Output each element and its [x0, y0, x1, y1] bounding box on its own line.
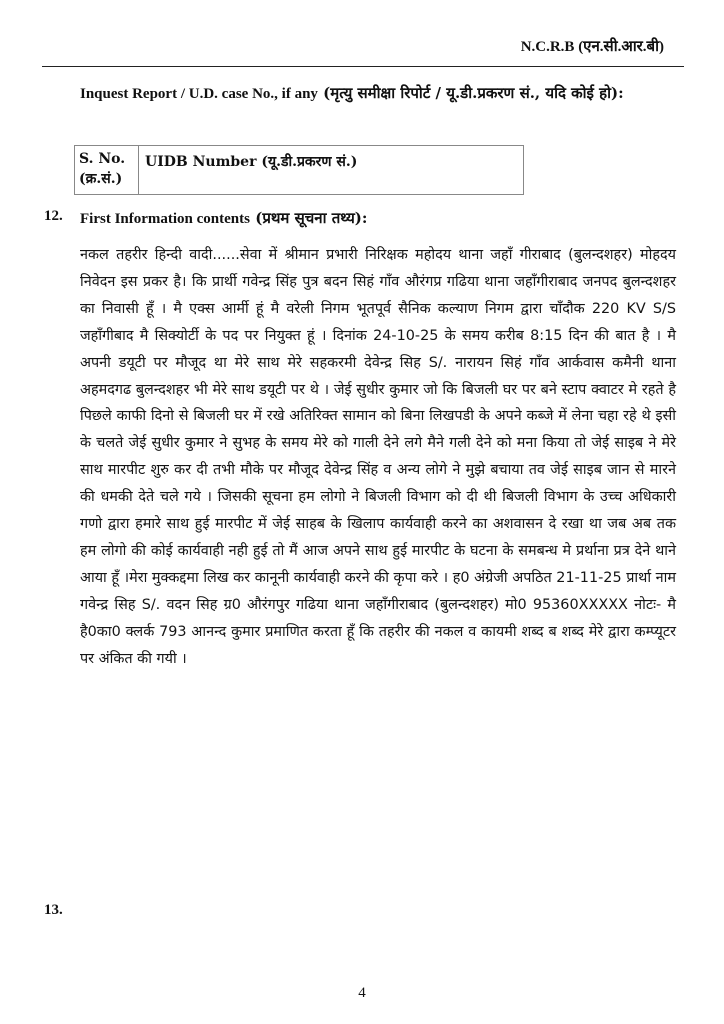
page-number: 4 [358, 985, 366, 1001]
inquest-report-label [80, 82, 665, 105]
inquest-label-hindi: (मृत्यु समीक्षा रिपोर्ट / यू.डी.प्रकरण सं., यदि कोई हो): [323, 84, 624, 102]
header-divider [42, 66, 684, 67]
fir-content-paragraph: नकल तहरीर हिन्दी वादी......सेवा में श्रीमान प्रभारी निरिक्षक महोदय थाना जहाँ गीराबाद (बुलन्दशहर) मोहदय निवेदन इस प्रकर है। कि प्रार्थी गवेन्द्र सिंह पुत्र बदन सिहं गाँव औरंगप्र गढिया थाना जहाँगीराबाद जनपद बुलन्दशहर का निवासी हूँ । मै एक्स आर्मी हूं मै वरेली निगम भूतपूर्व सैनिक कल्याण निगम द्वारा चाँदौक 220 KV S/S जहाँगीबाद मै सिक्योर्टी के पद पर नियुक्त हूं । दिनांक 24-10-25 के समय करीब 8:15 दिन की बात है । मै अपनी डयूटी पर मौजूद था मेरे साथ मेरे सहकरमी देवेन्द्र सिह S/. नारायन सिहं गाँव आर्कवास कमैनी थाना अहमदगढ बुलन्दशहर भी मेरे साथ डयूटी पर थे । जेई सुधीर कुमार जो कि बिजली घर पर बने स्टाप क्वाटर मे रहते है पिछले काफी दिनो से बिजली घर में रखे अतिरिक्त सामान को बिना लिखपडी के अपने कब्जे में लेना चहा रहे थे इसी के चलते जेई सुधीर कुमार ने सुभह के समय मेरे को गाली देने लगे मैने गली देने को मना किया तो जेई साइब ने मेरे साथ मारपीट शुरु कर दी तभी मौके पर मौजूद देवेन्द्र सिंह व अन्य लोगे ने मुझे बचाया तव जेई साइब जान से मारने की धमकी देते चले गये । जिसकी सूचना हम लोगो ने बिजली विभाग को दी थी बिजली विभाग के उच्च अधिकारी गणो द्वारा हमारे साथ हुई मारपीट में जेई साहब के खिलाप कार्यवाही करने का अशवासन दे रखा था जब अब तक हम लोगो की कोई कार्यवाही नही हुई तो मैं आज अपने साथ हुई मारपीट के घटना के समबन्ध मे प्रर्थाना प्रत्र देने थाने आया हूँ ।मेरा मुक्कद्दमा लिख कर कानूनी कार्यवाही करने की कृपा करे । ह0 अंग्रेजी अपठित 21-11-25 प्रार्था नाम गवेन्द्र सिह S/. वदन सिह ग्र0 औरंगपुर गढिया थाना जहाँगीराबाद (बुलन्दशहर) मो0 95360XXXXX नोटः- मै है0का0 क्लर्क 793 आनन्द कुमार प्रमाणित करता हूँ कि तहरीर की नकल व कायमी शब्द ब शब्द मेरे द्वारा कम्प्यूटर पर अंकित की गयी । [80, 247, 676, 667]
section-13-number: 13. [44, 902, 63, 918]
section-12-title [80, 208, 367, 228]
inquest-label-english: Inquest Report / U.D. case No., if any [80, 86, 318, 102]
first-information-contents [80, 242, 676, 673]
section-12-title-english: First Information contents [80, 211, 250, 227]
uidb-table [74, 145, 524, 195]
ncrb-header-label: N.C.R.B (एन.सी.आर.बी) [520, 39, 664, 55]
section-12-number: 12. [44, 208, 63, 224]
uidb-number-header-cell: UIDB Number (यू.डी.प्रकरण सं.) [145, 154, 358, 170]
section-12-title-hindi: (प्रथम सूचना तथ्य): [255, 209, 368, 227]
sno-header-cell: S. No. (क्र.सं.) [75, 146, 139, 194]
